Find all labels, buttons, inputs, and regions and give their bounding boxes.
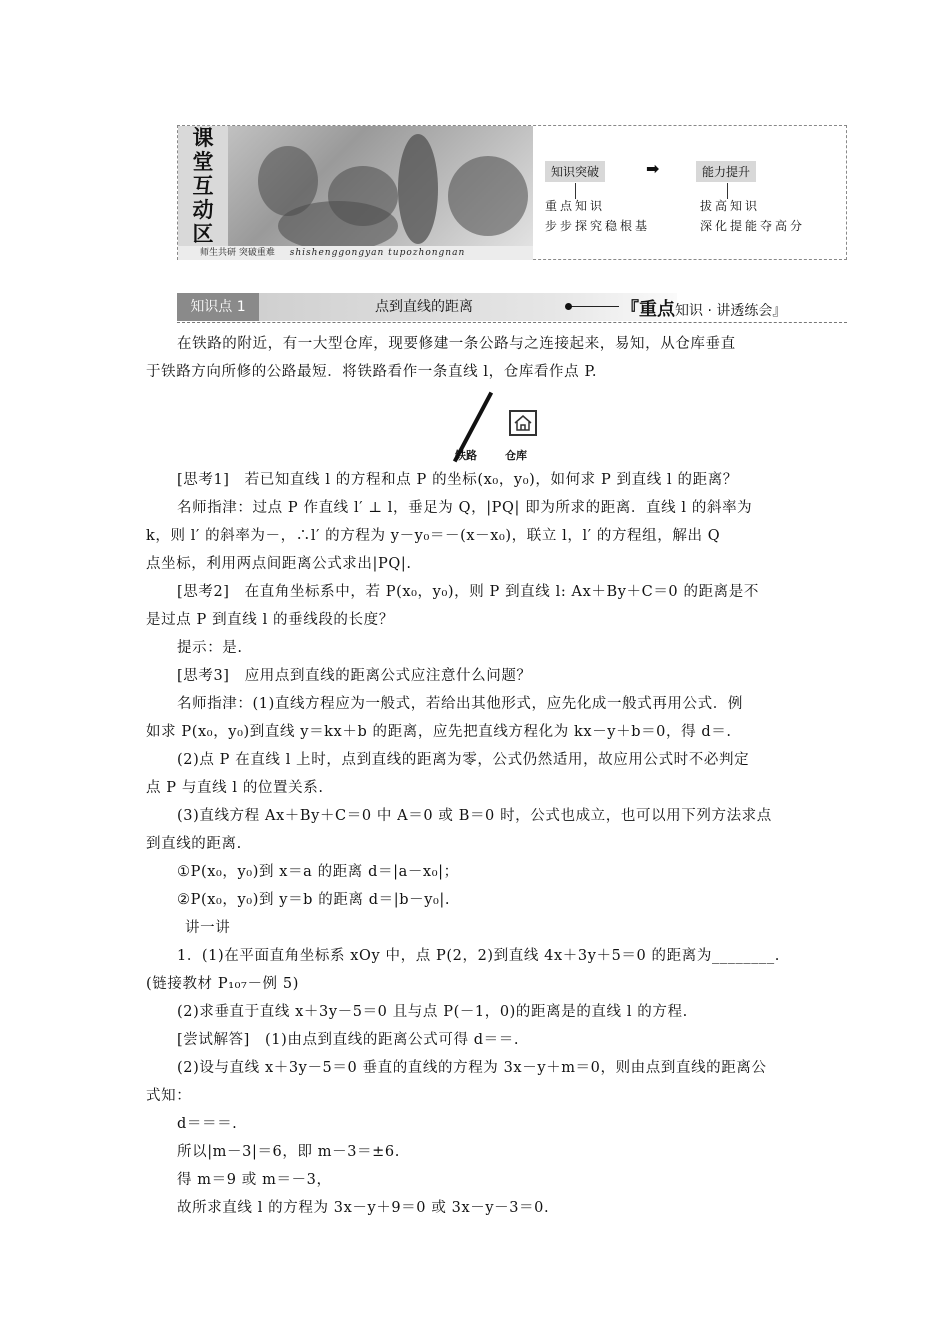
solution-line: 式知：: [146, 1088, 192, 1104]
bullet-dot-icon: [565, 303, 572, 310]
paragraph-line: 名师指津：过点 P 作直线 l′ ⊥ l，垂足为 Q，|PQ| 即为所求的距离．直线 l 的斜率为: [177, 500, 753, 516]
divider: [569, 306, 619, 307]
formula-line: ②P(x₀，y₀)到 y＝b 的距离 d＝|b－y₀|.: [177, 892, 451, 908]
knowledge-breakthrough-box: 知识突破: [545, 161, 605, 182]
ability-improvement-box: 能力提升: [696, 161, 756, 182]
railway-label: 铁路: [455, 449, 477, 462]
left-flow-line-1: 重点知识: [545, 199, 606, 213]
paragraph-line: (3)直线方程 Ax＋By＋C＝0 中 A＝0 或 B＝0 时，公式也成立，也可以用下列方法求点: [177, 808, 772, 824]
paragraph-line: 点坐标，利用两点间距离公式求出|PQ|.: [146, 556, 412, 572]
banner-title-char: 区: [192, 222, 214, 246]
banner-strip-text: 师生共研 突破重难: [200, 248, 275, 258]
explain-heading: 讲一讲: [185, 920, 231, 936]
textbook-link: (链接教材 P₁₀₇－例 5): [146, 976, 299, 992]
classroom-photo: [178, 126, 533, 246]
paragraph-line: 在铁路的附近，有一大型仓库，现要修建一条公路与之连接起来，易知，从仓库垂直: [177, 336, 736, 352]
section-header: [177, 293, 847, 323]
solution-line: (2)设与直线 x＋3y－5＝0 垂直的直线的方程为 3x－y＋m＝0，则由点到直线的距离公: [177, 1060, 767, 1076]
section-subtitle-emphasis: 『重点: [621, 299, 675, 320]
left-flow-line-2: 步步探究稳根基: [545, 219, 651, 233]
banner-title-char: 课: [192, 126, 214, 150]
paragraph-line: 名师指津：(1)直线方程应为一般式，若给出其他形式，应先化成一般式再用公式．例: [177, 696, 743, 712]
solution-line: 故所求直线 l 的方程为 3x－y＋9＝0 或 3x－y－3＝0.: [177, 1200, 550, 1216]
formula-line: ①P(x₀，y₀)到 x＝a 的距离 d＝|a－x₀|；: [177, 864, 459, 880]
right-arrow-icon: ➡: [646, 159, 660, 178]
banner-title-char: 动: [192, 198, 214, 222]
banner-title-char: 互: [192, 174, 214, 198]
banner: [177, 125, 847, 260]
think-1-question: [思考1] 若已知直线 l 的方程和点 P 的坐标(x₀，y₀)，如何求 P 到直线 l 的距离？: [177, 472, 738, 488]
banner-strip-pinyin: shishenggongyan tupozhongnan: [289, 248, 466, 258]
paragraph-line: 到直线的距离.: [146, 836, 242, 852]
solution-line: 所以|m－3|＝6，即 m－3＝±6.: [177, 1144, 400, 1160]
warehouse-icon: [509, 410, 537, 436]
section-title: 点到直线的距离: [375, 299, 473, 315]
exercise-line: (2)求垂直于直线 x＋3y－5＝0 且与点 P(－1，0)的距离是的直线 l 的方程.: [177, 1004, 688, 1020]
solution-line: d＝＝＝.: [177, 1116, 238, 1132]
banner-vertical-title: [178, 126, 228, 246]
paragraph-line: k，则 l′ 的斜率为－，∴l′ 的方程为 y－y₀＝－(x－x₀)，联立 l，l′ 的方程组，解出 Q: [146, 528, 721, 544]
section-subtitle: [621, 295, 786, 321]
exercise-line: 1．(1)在平面直角坐标系 xOy 中，点 P(2，2)到直线 4x＋3y＋5＝0 的距离为________.: [177, 948, 780, 964]
section-subtitle-rest: 知识 · 讲透练会』: [675, 303, 787, 319]
solution-line: 得 m＝9 或 m＝－3，: [177, 1172, 332, 1188]
solution-line: [尝试解答] (1)由点到直线的距离公式可得 d＝＝.: [177, 1032, 520, 1048]
think-3-question: [思考3] 应用点到直线的距离公式应注意什么问题？: [177, 668, 532, 684]
section-tag: 知识点 1: [177, 293, 259, 321]
banner-title-char: 堂: [192, 150, 214, 174]
banner-strip: [178, 246, 533, 260]
think-2-question: [思考2] 在直角坐标系中，若 P(x₀，y₀)，则 P 到直线 l: Ax＋By＋C＝0 的距离是不: [177, 584, 759, 600]
paragraph-line: 是过点 P 到直线 l 的垂线段的长度？: [146, 612, 394, 628]
paragraph-line: 于铁路方向所修的公路最短．将铁路看作一条直线 l，仓库看作点 P.: [146, 364, 598, 380]
paragraph-line: 点 P 与直线 l 的位置关系.: [146, 780, 324, 796]
paragraph-line: (2)点 P 在直线 l 上时，点到直线的距离为零，公式仍然适用，故应用公式时不必判定: [177, 752, 750, 768]
hint-line: 提示：是.: [177, 640, 243, 656]
right-flow-line-2: 深化提能夺高分: [700, 219, 806, 233]
section-dashed-rule: [177, 322, 847, 323]
right-flow-line-1: 拔高知识: [700, 199, 761, 213]
paragraph-line: 如求 P(x₀，y₀)到直线 y＝kx＋b 的距离，应先把直线方程化为 kx－y＋b＝0，得 d＝.: [146, 724, 732, 740]
warehouse-label: 仓库: [505, 449, 527, 462]
